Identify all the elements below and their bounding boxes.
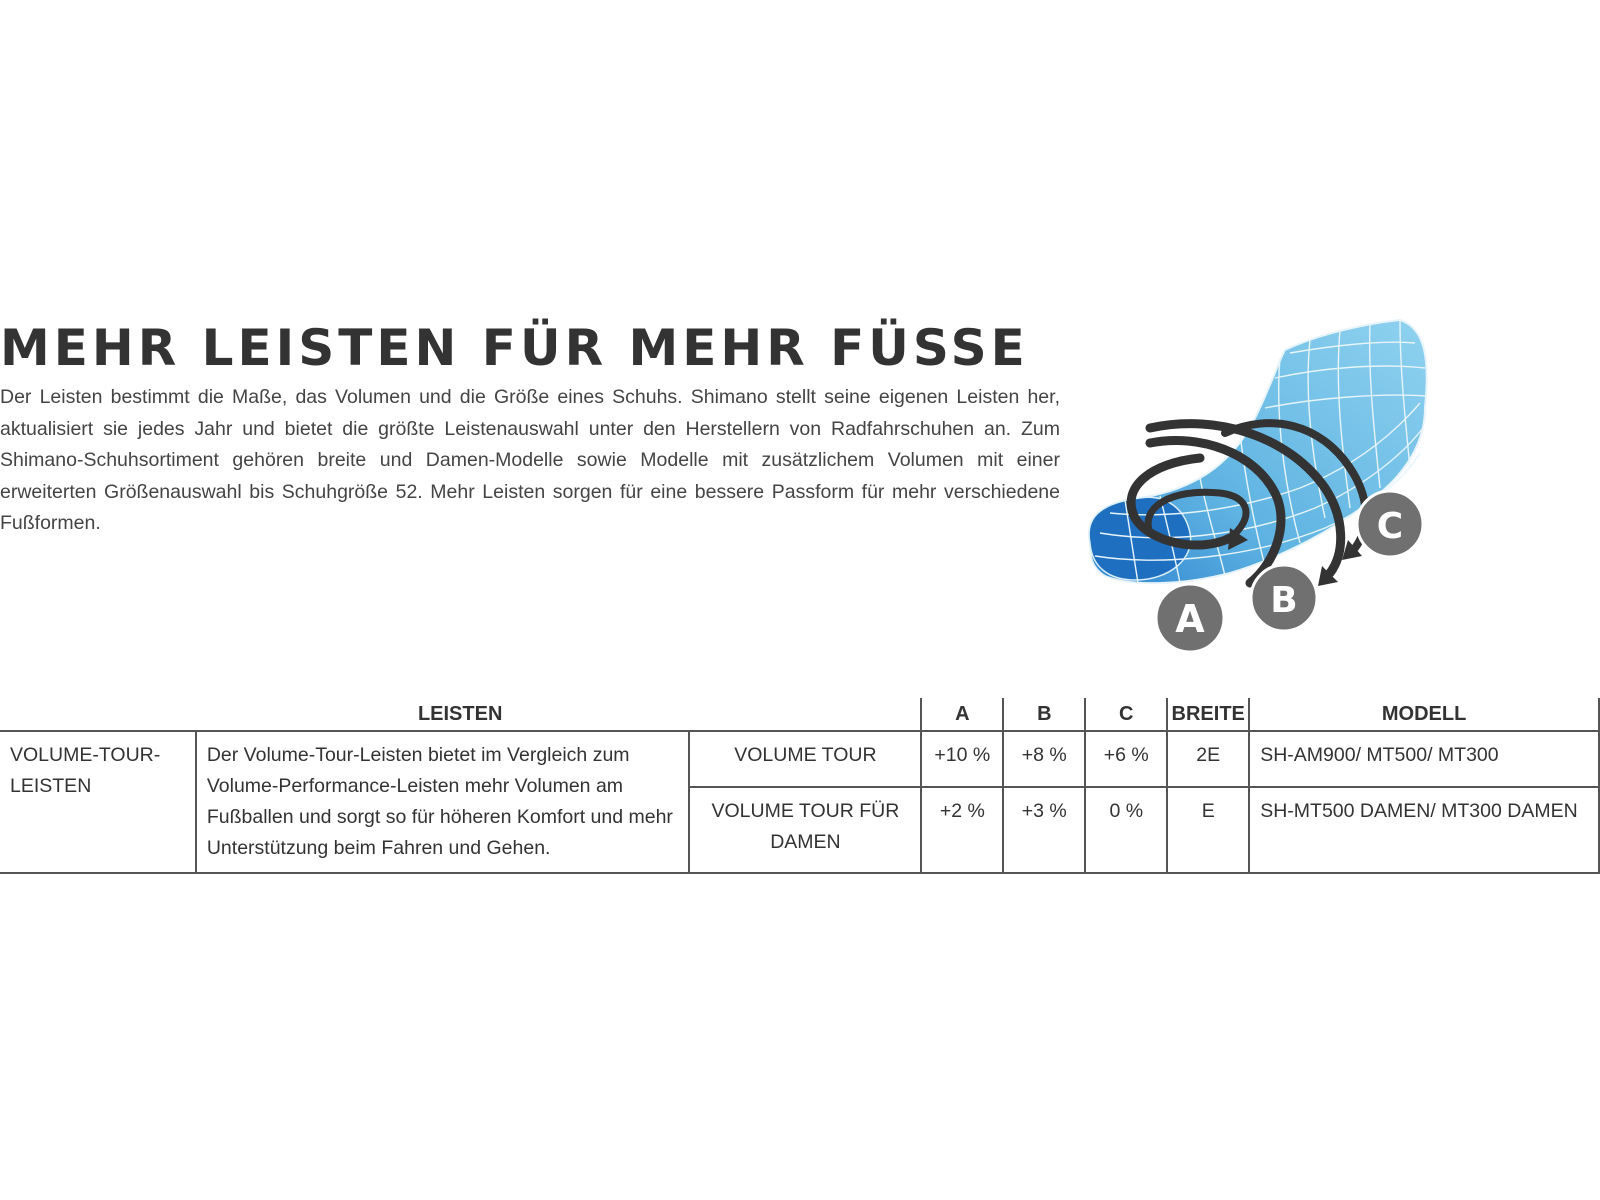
- last-group-description: Der Volume-Tour-Leisten bietet im Vergleich zum Volume-Performance-Leisten mehr Volumen am Fußballen und sorgt so für höheren Komfort und mehr Unterstützung beim Fahren und Gehen.: [196, 731, 690, 873]
- value-b: +3 %: [1003, 787, 1085, 873]
- value-b: +8 %: [1003, 731, 1085, 787]
- badge-c: [1357, 491, 1423, 557]
- last-group-name: VOLUME-TOUR-LEISTEN: [0, 731, 196, 873]
- header-c: C: [1085, 698, 1167, 731]
- shoe-last-svg: [1080, 318, 1480, 668]
- variant-name: VOLUME TOUR FÜR DAMEN: [689, 787, 921, 873]
- value-c: 0 %: [1085, 787, 1167, 873]
- page-title: MEHR LEISTEN FÜR MEHR FÜSSE: [0, 319, 1029, 377]
- badge-a: [1156, 584, 1224, 652]
- badge-b-label: B: [1270, 580, 1298, 621]
- header-b: B: [1003, 698, 1085, 731]
- badge-b: [1251, 565, 1317, 631]
- value-breite: E: [1167, 787, 1249, 873]
- header-breite: BREITE: [1167, 698, 1249, 731]
- value-c: +6 %: [1085, 731, 1167, 787]
- value-a: +2 %: [921, 787, 1003, 873]
- table-header-row: [0, 698, 1599, 731]
- value-breite: 2E: [1167, 731, 1249, 787]
- badge-a-label: A: [1175, 597, 1205, 641]
- shoe-last-illustration: [1080, 318, 1480, 668]
- badge-c-label: C: [1376, 506, 1404, 547]
- value-modell: SH-AM900/ MT500/ MT300: [1249, 731, 1599, 787]
- variant-name: VOLUME TOUR: [689, 731, 921, 787]
- header-leisten: LEISTEN: [0, 698, 921, 731]
- intro-paragraph: Der Leisten bestimmt die Maße, das Volumen und die Größe eines Schuhs. Shimano stellt seine eigenen Leisten her, aktualisiert sie jedes Jahr und bietet die größte Leistenauswahl unter den Herstellern von Radfahrschuhen an. Zum Shimano-Schuhsortiment gehören breite und Damen-Modelle sowie Modelle mit zusätzlichem Volumen mit einer erweiterten Größenauswahl bis Schuhgröße 52. Mehr Leisten sorgen für eine bessere Passform für mehr verschiedene Fußformen.: [0, 386, 1060, 535]
- value-modell: SH-MT500 DAMEN/ MT300 DAMEN: [1249, 787, 1599, 873]
- header-modell: MODELL: [1249, 698, 1599, 731]
- lasts-table: [0, 698, 1600, 874]
- table-row: [0, 731, 1599, 787]
- value-a: +10 %: [921, 731, 1003, 787]
- header-a: A: [921, 698, 1003, 731]
